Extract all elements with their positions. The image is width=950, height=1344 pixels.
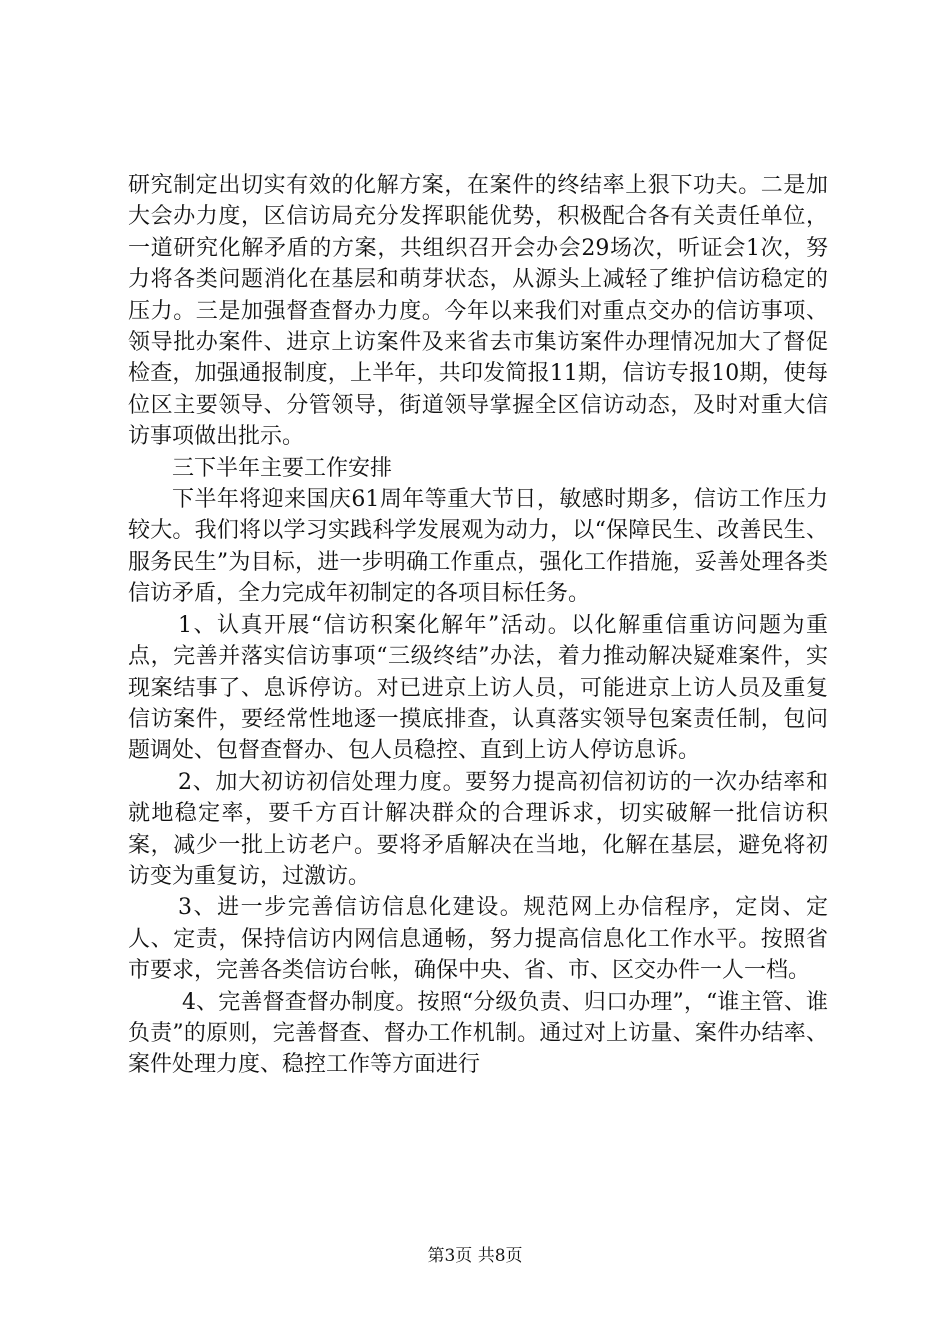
paragraph-item-4: 4、完善督查督办制度。按照“分级负责、归口办理”，“谁主管、谁负责”的原则，完善督查、督办工作机制。通过对上访量、案件办结率、案件处理力度、稳控工作等方面进行 xyxy=(128,989,828,1078)
section-heading: 三下半年主要工作安排 xyxy=(172,455,393,481)
paragraph-item-3: 3、进一步完善信访信息化建设。规范网上办信程序，定岗、定人、定责，保持信访内网信息通畅，努力提高信息化工作水平。按照省市要求，完善各类信访台帐，确保中央、省、市、区交办件一人一档。 xyxy=(128,895,828,984)
document-body xyxy=(128,170,828,1081)
paragraph-item-1: 1、认真开展“信访积案化解年”活动。以化解重信重访问题为重点，完善并落实信访事项“三级终结”办法，着力推动解决疑难案件，实现案结事了、息诉停访。对已进京上访人员，可能进京上访人员及重复信访案件，要经常性地逐一摸底排查，认真落实领导包案责任制，包问题调处、包督查督办、包人员稳控、直到上访人停访息诉。 xyxy=(128,612,828,764)
paragraph-item-2: 2、加大初访初信处理力度。要努力提高初信初访的一次办结率和就地稳定率，要千方百计解决群众的合理诉求，切实破解一批信访积案，减少一批上访老户。要将矛盾解决在当地，化解在基层，避免将初访变为重复访，过激访。 xyxy=(128,769,828,889)
page-number-footer: 第3页 共8页 xyxy=(427,1246,523,1266)
paragraph-intro: 下半年将迎来国庆61周年等重大节日，敏感时期多，信访工作压力较大。我们将以学习实践科学发展观为动力，以“保障民生、改善民生、服务民生”为目标，进一步明确工作重点，强化工作措施，妥善处理各类信访矛盾，全力完成年初制定的各项目标任务。 xyxy=(128,487,828,607)
paragraph-continued: 研究制定出切实有效的化解方案，在案件的终结率上狠下功夫。二是加大会办力度，区信访局充分发挥职能优势，积极配合各有关责任单位，一道研究化解矛盾的方案，共组织召开会办会29场次，听证会1次，努力将各类问题消化在基层和萌芽状态，从源头上减轻了维护信访稳定的压力。三是加强督查督办力度。今年以来我们对重点交办的信访事项、领导批办案件、进京上访案件及来省去市集访案件办理情况加大了督促检查，加强通报制度，上半年，共印发简报11期，信访专报10期，使每位区主要领导、分管领导，街道领导掌握全区信访动态，及时对重大信访事项做出批示。 xyxy=(128,173,828,450)
